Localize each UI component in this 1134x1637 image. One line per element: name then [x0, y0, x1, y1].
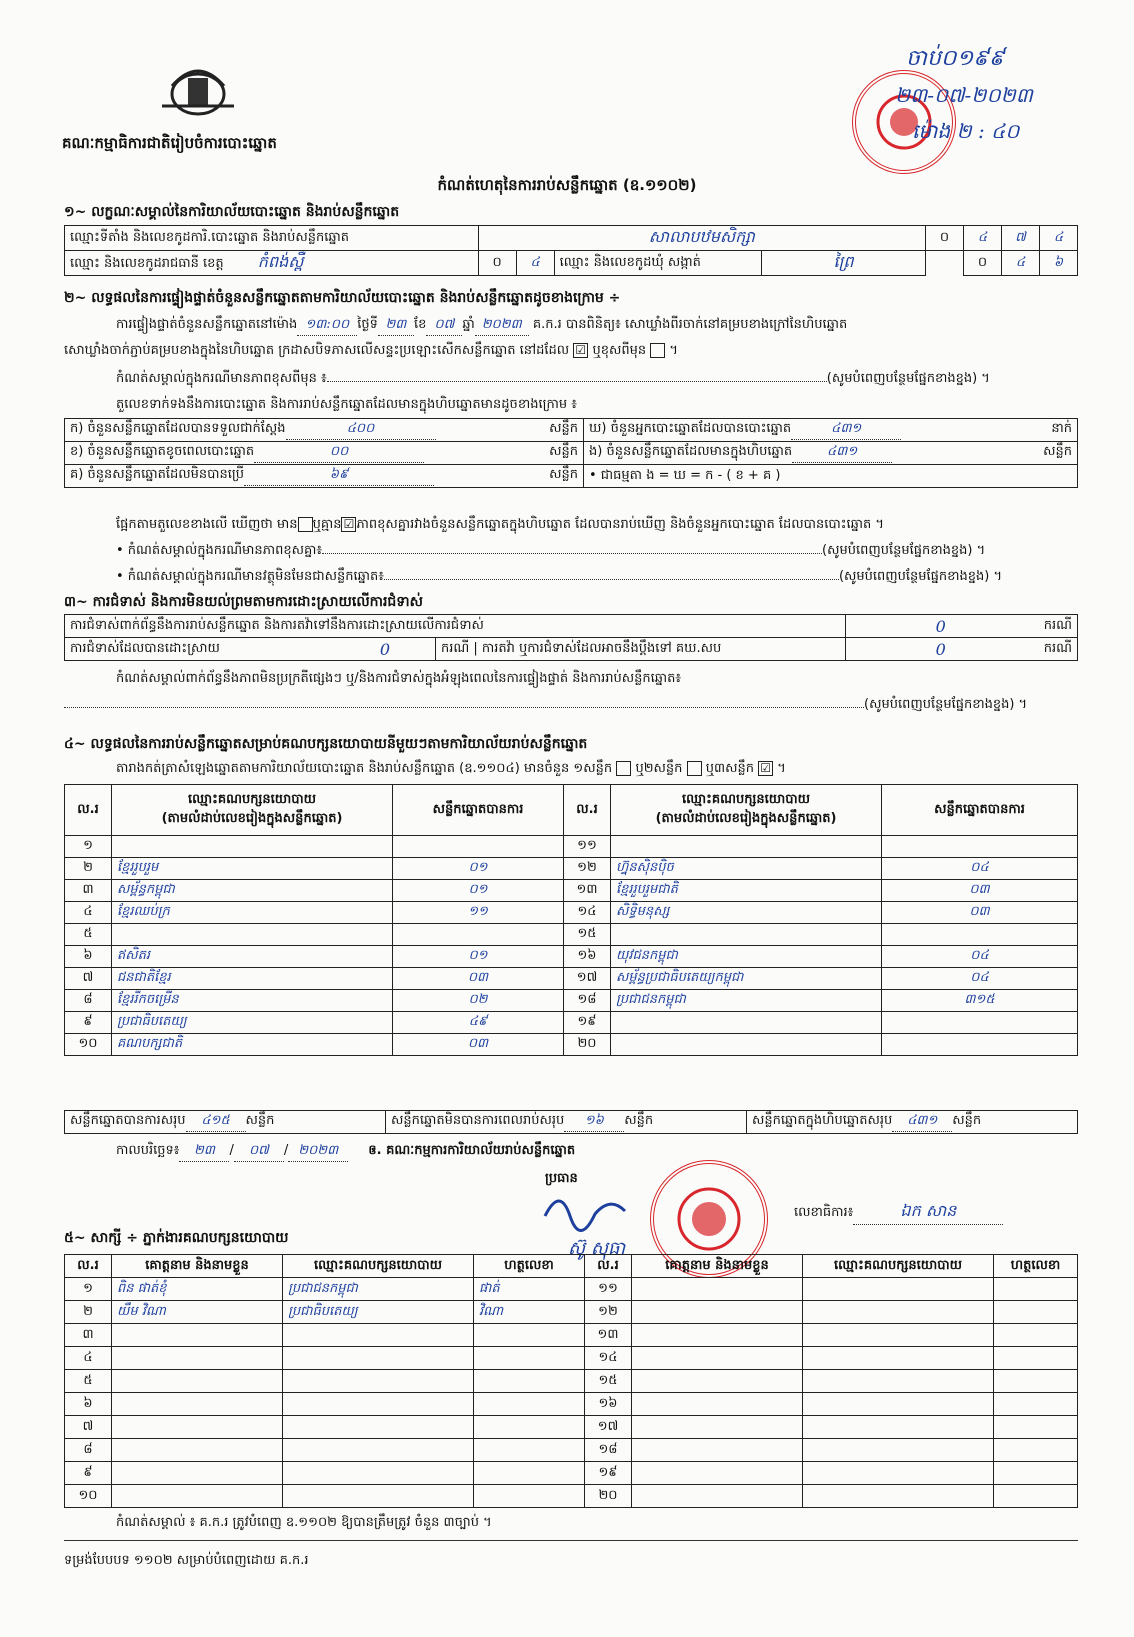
witness-signature: [994, 1416, 1078, 1439]
row-no: ១០: [65, 1485, 112, 1508]
party-votes: [882, 924, 1078, 946]
commune-code-3: ៦: [1039, 251, 1077, 276]
row-no: ២: [65, 1301, 112, 1324]
table-row: [65, 836, 1078, 858]
table-row: [65, 1347, 1078, 1370]
witness-party: [283, 1416, 474, 1439]
witness-signature: [994, 1301, 1078, 1324]
station-code-4: ៤: [1039, 226, 1077, 251]
stamp-number: ចាប់០១៩៩: [906, 46, 1005, 71]
one-sheet-checkbox[interactable]: [616, 761, 631, 776]
table-row: [65, 1416, 1078, 1439]
table-row: [65, 1439, 1078, 1462]
witness-party: [803, 1301, 994, 1324]
row-no: ១០: [65, 1034, 112, 1056]
province-label: ឈ្មោះ និងលេខកូដរាជធានី ខេត្ត កំពង់ស្ពឺ: [65, 251, 479, 276]
row-no: ១៥: [585, 1370, 632, 1393]
party-votes: ០៣: [393, 1034, 564, 1056]
witness-signature: [994, 1439, 1078, 1462]
row-no: ៦: [65, 946, 112, 968]
table-row: [65, 858, 1078, 880]
col-votes-right: សន្លឹកឆ្នោតបានការ: [882, 785, 1078, 836]
figure-ngo: ង) ចំនួនសន្លឹកឆ្នោតដែលមានក្នុងហិបឆ្នោត ៤៣១ សន្លឹក: [584, 442, 1078, 465]
witness-signature: [994, 1462, 1078, 1485]
witness-name: [112, 1347, 283, 1370]
row-no: ៤: [65, 1347, 112, 1370]
witness-party: [283, 1462, 474, 1485]
verify-month: ០៧: [426, 316, 462, 336]
row-no: ៩: [65, 1462, 112, 1485]
col-party-left: ឈ្មោះគណបក្សនយោបាយ (តាមលំដាប់លេខរៀងក្នុងសន្លឹកឆ្នោត): [112, 785, 393, 836]
station-label: ឈ្មោះទីតាំង និងលេខកូដការិ.បោះឆ្នោត និងរាប់សន្លឹកឆ្នោត: [65, 226, 479, 251]
witness-name: យឹម វិណា: [112, 1301, 283, 1324]
row-no: ៦: [65, 1393, 112, 1416]
station-code-2: ៤: [963, 226, 1001, 251]
table-row: [65, 1012, 1078, 1034]
row-no: ១៩: [585, 1462, 632, 1485]
col-no-right: ល.រ: [564, 785, 611, 836]
stamp-date: ២៣-០៧-២០២៣: [895, 83, 1033, 107]
party-votes: [882, 836, 1078, 858]
witness-name: [632, 1439, 803, 1462]
witness-name: [632, 1324, 803, 1347]
witness-name: [632, 1301, 803, 1324]
w-col-party-r: ឈ្មោះគណបក្សនយោបាយ: [803, 1255, 994, 1278]
party-name: ប្រជាជនកម្ពុជា: [611, 990, 882, 1012]
verify-year: ២០២៣: [475, 316, 529, 336]
seal-emblem-icon: [674, 1184, 744, 1254]
row-no: ៨: [65, 990, 112, 1012]
witness-name: [112, 1370, 283, 1393]
party-name: គណបក្សជាតិ: [112, 1034, 393, 1056]
commune-code-2: ៤: [1001, 251, 1039, 276]
table-row: [65, 924, 1078, 946]
witness-party: [803, 1370, 994, 1393]
ballot-figures-table: [64, 418, 1078, 488]
chair-name: ស៊ូ សុធា: [568, 1238, 626, 1259]
figure-kha: ខ) ចំនួនសន្លឹកឆ្នោតខូចពេលបោះឆ្នោត ០០ សន្លឹក: [65, 442, 584, 465]
witness-signature: ផាត់: [474, 1278, 585, 1301]
party-votes: ០១: [393, 946, 564, 968]
party-votes: ០១: [393, 880, 564, 902]
witness-name: [632, 1416, 803, 1439]
witness-signature: [474, 1370, 585, 1393]
row-no: ១១: [585, 1278, 632, 1301]
row-no: ១៣: [564, 880, 611, 902]
row-no: ៥: [65, 924, 112, 946]
witness-party: [803, 1485, 994, 1508]
row-no: ១: [65, 836, 112, 858]
table-row: [65, 1393, 1078, 1416]
objection-label: ការជំទាស់ពាក់ព័ន្ធនឹងការរាប់សន្លឹកឆ្នោត និងការតវ៉ាទៅនឹងការដោះស្រាយលើការជំទាស់: [65, 615, 846, 638]
row-no: ១៤: [585, 1347, 632, 1370]
row-no: ១៥: [564, 924, 611, 946]
totals-table: [64, 1110, 1078, 1134]
sheets-line: តារាងកត់ត្រាសំឡេងឆ្នោតតាមការិយាល័យបោះឆ្នោត និងរាប់សន្លឹកឆ្នោត (ឧ.១១០៤) មានចំនួន ១សន្លឹក ឬ២សន្លឹក ឬ៣សន្លឹក ☑ ។: [116, 761, 786, 776]
party-name: សិទ្ធិមនុស្ស: [611, 902, 882, 924]
witness-party: ប្រជាធិបតេយ្យ: [283, 1301, 474, 1324]
resolved-count: 0: [335, 638, 436, 661]
section-1-heading: ១~ លក្ខណៈសម្គាល់នៃការិយាល័យបោះឆ្នោត និងរាប់សន្លឹកឆ្នោត: [64, 204, 400, 220]
witness-name: [632, 1393, 803, 1416]
row-no: ១៧: [585, 1416, 632, 1439]
witness-signature: [474, 1416, 585, 1439]
witness-party: [283, 1393, 474, 1416]
witness-name: [112, 1416, 283, 1439]
box-total: សន្លឹកឆ្នោតក្នុងហិបឆ្នោតសរុប ៤៣១ សន្លឹក: [747, 1111, 1078, 1134]
witness-signature: [994, 1393, 1078, 1416]
commune-name: ព្រៃ: [762, 251, 926, 276]
witness-signature: [994, 1324, 1078, 1347]
witness-party: [283, 1324, 474, 1347]
page-title: កំណត់ហេតុនៃការរាប់សន្លឹកឆ្នោត (ឧ.១១០២): [437, 176, 697, 194]
station-code-3: ៧: [1001, 226, 1039, 251]
w-col-no-r: ល.រ: [585, 1255, 632, 1278]
w-col-no: ល.រ: [65, 1255, 112, 1278]
table-row: [65, 946, 1078, 968]
witness-party: [803, 1462, 994, 1485]
witness-name: [632, 1462, 803, 1485]
table-row: [65, 1301, 1078, 1324]
irregularity-note: កំណត់សម្គាល់ពាក់ព័ន្ធនឹងភាពមិនប្រក្រតីផ្សេងៗ ឬ/និងការជំទាស់ក្នុងអំឡុងពេលនៃការផ្ទៀងផ្ទាត់ និងការរាប់សន្លឹកឆ្នោត៖: [116, 671, 682, 686]
discrepancy-line: ផ្អែកតាមតួលេខខាងលើ ឃើញថា មាន ឬគ្មាន ☑ ភាពខុសគ្នារវាងចំនួនសន្លឹកឆ្នោតក្នុងហិបឆ្នោត ដែលបានរាប់ឃើញ និងចំនួនអ្នកបោះឆ្នោត ដែលបានបោះឆ្នោត ។: [116, 517, 884, 532]
table-row: [65, 990, 1078, 1012]
row-no: ៤: [65, 902, 112, 924]
seal-condition-line: សោឃ្លាំងចាក់ភ្ជាប់គម្របខាងក្នុងនៃហិបឆ្នោត ក្រដាសបិទភាសលើសន្ទះប្រឡោះសើកសន្លឹកឆ្នោត នៅដដែល ☑ ឬខុសពីមុន ។: [64, 343, 678, 358]
col-party-right: ឈ្មោះគណបក្សនយោបាយ (តាមលំដាប់លេខរៀងក្នុងសន្លឹកឆ្នោត): [611, 785, 882, 836]
row-no: ១៦: [585, 1393, 632, 1416]
irregularity-note-line: (សូមបំពេញបន្ថែមផ្នែកខាងខ្នង) ។: [64, 696, 1027, 715]
party-votes-table: [64, 784, 1078, 1056]
row-no: ១១: [564, 836, 611, 858]
resolved-label: ការជំទាស់ដែលបានដោះស្រាយ: [65, 638, 336, 661]
nec-emblem-logo: [158, 56, 238, 122]
party-votes: ១១: [393, 902, 564, 924]
final-note: កំណត់សម្គាល់ ៖ គ.ក.រ ត្រូវបំពេញ ឧ.១១០២ ឱ្យបានត្រឹមត្រូវ ចំនួន ៣ច្បាប់ ។: [116, 1515, 492, 1530]
table-row: [65, 968, 1078, 990]
party-name: [611, 924, 882, 946]
table-row: [65, 880, 1078, 902]
witness-name: [632, 1370, 803, 1393]
witness-signature: [474, 1462, 585, 1485]
row-no: ៨: [65, 1439, 112, 1462]
party-votes: ៤៩: [393, 1012, 564, 1034]
party-name: ជនជាតិខ្មែរ: [112, 968, 393, 990]
changed-checkbox[interactable]: [650, 343, 665, 358]
col-no-left: ល.រ: [65, 785, 112, 836]
witness-name: [112, 1485, 283, 1508]
w-col-name-r: គោត្តនាម និងនាមខ្លួន: [632, 1255, 803, 1278]
station-info-table: [64, 225, 1078, 276]
province-code-2: ៤: [516, 251, 554, 276]
witness-signature: [474, 1324, 585, 1347]
section-5-heading: ៥~ សាក្សី ÷ ភ្នាក់ងារគណបក្សនយោបាយ: [64, 1230, 289, 1246]
report-date-line: កាលបរិច្ឆេទ៖ ២៣ / ០៧ / ២០២៣ ឲ. គណៈកម្មការការិយាល័យរាប់សន្លឹកឆ្នោត: [116, 1142, 575, 1162]
row-no: ៧: [65, 968, 112, 990]
party-votes: ០៣: [882, 880, 1078, 902]
verify-day: ២៣: [378, 316, 414, 336]
commune-code-1: ០: [963, 251, 1001, 276]
party-votes: ០៤: [882, 946, 1078, 968]
witness-name: [112, 1439, 283, 1462]
row-no: ៩: [65, 1012, 112, 1034]
party-votes: ០៤: [882, 968, 1078, 990]
chair-signature: [540, 1186, 630, 1236]
appeal-count: 0: [845, 638, 1036, 661]
witness-party: [283, 1439, 474, 1462]
witness-table: [64, 1254, 1078, 1508]
row-no: ១២: [564, 858, 611, 880]
commune-label: ឈ្មោះ និងលេខកូដឃុំ សង្កាត់: [554, 251, 761, 276]
witness-party: [283, 1485, 474, 1508]
verification-line: ការផ្ទៀងផ្ទាត់ចំនួនសន្លឹកឆ្នោតនៅម៉ោង ១៣:០០ ថ្ងៃទី ២៣ ខែ ០៧ ឆ្នាំ ២០២៣ គ.ក.រ បានពិនិត្យ៖ សោឃ្លាំងពីរចាក់នៅគម្របខាងក្រៅនៃហិបឆ្នោត: [116, 316, 847, 336]
witness-signature: [474, 1393, 585, 1416]
w-col-sign: ហត្ថលេខា: [474, 1255, 585, 1278]
row-no: ១៨: [585, 1439, 632, 1462]
chair-label: ប្រធាន: [545, 1171, 578, 1186]
row-no: ១៦: [564, 946, 611, 968]
row-no: ៥: [65, 1370, 112, 1393]
party-votes: [882, 1012, 1078, 1034]
party-votes: ៣១៥: [882, 990, 1078, 1012]
witness-party: [803, 1393, 994, 1416]
witness-party: [283, 1370, 474, 1393]
witness-signature: [994, 1485, 1078, 1508]
station-name: សាលាបឋមសិក្សា: [478, 226, 925, 251]
row-no: ១៤: [564, 902, 611, 924]
party-name: ប្រជាធិបតេយ្យ: [112, 1012, 393, 1034]
party-votes: ០១: [393, 858, 564, 880]
figure-gho: ឃ) ចំនួនអ្នកបោះឆ្នោតដែលបានបោះឆ្នោត ៤៣១ នាក់: [584, 419, 1078, 442]
section-3-heading: ៣~ ការជំទាស់ និងការមិនយល់ព្រមតាមការដោះស្រាយលើការជំទាស់: [64, 594, 423, 610]
objections-table: ការជំទាស់ពាក់ព័ន្ធនឹងការរាប់សន្លឹកឆ្នោត និងការតវ៉ាទៅនឹងការដោះស្រាយលើការជំទាស់ 0 ករណី ការជំទាស់ដែលបានដោះស្រាយ 0 ករណី | ការតវ៉ា ឬការជំទាស់ដែលអាចនឹងប្តឹងទៅ គឃ.សប 0 ករណី: [64, 614, 1078, 661]
party-name: ខ្មែររួបរួមជាតិ: [611, 880, 882, 902]
three-sheet-checkbox[interactable]: ☑: [758, 761, 773, 776]
party-name: ឥសិតរ: [112, 946, 393, 968]
witness-signature: [474, 1439, 585, 1462]
witness-signature: វិណា: [474, 1301, 585, 1324]
table-row: [65, 1462, 1078, 1485]
row-no: ១៨: [564, 990, 611, 1012]
witness-party: [803, 1347, 994, 1370]
row-no: ១២: [585, 1301, 632, 1324]
objection-count: 0: [845, 615, 1036, 638]
party-votes: ០៣: [393, 968, 564, 990]
witness-party: [283, 1347, 474, 1370]
valid-total: សន្លឹកឆ្នោតបានការសរុប ៤១៥ សន្លឹក: [65, 1111, 386, 1134]
party-votes: ០២: [393, 990, 564, 1012]
row-no: ១៧: [564, 968, 611, 990]
appeal-label: ករណី | ការតវ៉ា ឬការជំទាស់ដែលអាចនឹងប្តឹងទៅ គឃ.សប: [436, 638, 846, 661]
witness-name: ពិន ផាត់ខុំ: [112, 1278, 283, 1301]
w-col-sign-r: ហត្ថលេខា: [994, 1255, 1078, 1278]
secretary-line: លេខាធិការ៖ ឯក សាន: [794, 1200, 1003, 1225]
w-col-party: ឈ្មោះគណបក្សនយោបាយ: [283, 1255, 474, 1278]
party-name: ហ្វ៊ុនស៊ិនប៉ិច: [611, 858, 882, 880]
discrepancy-yes-checkbox[interactable]: [298, 517, 313, 532]
party-name: សម្ព័ន្ធកម្ពុជា: [112, 880, 393, 902]
row-no: ២: [65, 858, 112, 880]
witness-party: [803, 1439, 994, 1462]
party-name: [611, 836, 882, 858]
table-row: [65, 1370, 1078, 1393]
party-name: ខ្មែរឈប់ក្រ: [112, 902, 393, 924]
figure-ko: គ) ចំនួនសន្លឹកឆ្នោតដែលមិនបានប្រើ ៦៩ សន្លឹក: [65, 465, 584, 488]
station-code-1: ០: [925, 226, 963, 251]
organization-name: គណៈកម្មាធិការជាតិរៀបចំការបោះឆ្នោត: [62, 134, 277, 152]
unchanged-checkbox[interactable]: ☑: [573, 343, 588, 358]
province-code-1: ០: [478, 251, 516, 276]
w-col-name: គោត្តនាម និងនាមខ្លួន: [112, 1255, 283, 1278]
party-votes: [882, 1034, 1078, 1056]
witness-party: [803, 1278, 994, 1301]
discrepancy-no-checkbox[interactable]: ☑: [341, 517, 356, 532]
party-votes: ០៤: [882, 858, 1078, 880]
party-votes: [393, 924, 564, 946]
witness-name: [632, 1485, 803, 1508]
party-name: ខ្មែររួបរួម: [112, 858, 393, 880]
witness-name: [112, 1324, 283, 1347]
party-votes: ០៣: [882, 902, 1078, 924]
row-no: ២០: [564, 1034, 611, 1056]
row-no: ៣: [65, 880, 112, 902]
figures-intro: តួលេខទាក់ទងនឹងការបោះឆ្នោត និងការរាប់សន្លឹកឆ្នោតដែលមានក្នុងហិបឆ្នោតមានដូចខាងក្រោម ៖: [116, 397, 577, 412]
col-votes-left: សន្លឹកឆ្នោតបានការ: [393, 785, 564, 836]
witness-party: ប្រជាជនកម្ពុជា: [283, 1278, 474, 1301]
party-name: [611, 1034, 882, 1056]
party-name: [611, 1012, 882, 1034]
table-row: [65, 1485, 1078, 1508]
party-votes: [393, 836, 564, 858]
two-sheet-checkbox[interactable]: [687, 761, 702, 776]
witness-signature: [994, 1278, 1078, 1301]
figure-formula: • ជាធម្មតា ង = ឃ = ក - ( ខ + គ ): [584, 465, 1078, 488]
form-footer: ទម្រង់បែបបទ ១១០២ សម្រាប់បំពេញដោយ គ.ក.រ: [64, 1553, 309, 1568]
row-no: ១: [65, 1278, 112, 1301]
secretary-name: ឯក សាន: [853, 1200, 1003, 1225]
diff-note: • កំណត់សម្គាល់ក្នុងករណីមានភាពខុសគ្នា៖ (សូមបំពេញបន្ថែមផ្នែកខាងខ្នង) ។: [116, 543, 986, 558]
witness-signature: [994, 1370, 1078, 1393]
party-name: សម្ព័ន្ធប្រជាធិបតេយ្យកម្ពុជា: [611, 968, 882, 990]
section-2-heading: ២~ លទ្ធផលនៃការផ្ទៀងផ្ទាត់ចំនួនសន្លឹកឆ្នោតតាមការិយាល័យបោះឆ្នោត និងរាប់សន្លឹកឆ្នោតដូចខាងក្រោម ÷: [64, 290, 621, 306]
table-row: [65, 1278, 1078, 1301]
row-no: ១៩: [564, 1012, 611, 1034]
row-no: ៧: [65, 1416, 112, 1439]
invalid-total: សន្លឹកឆ្នោតមិនបានការពេលរាប់សរុប ១៦ សន្លឹក: [386, 1111, 747, 1134]
section-4-heading: ៤~ លទ្ធផលនៃការរាប់សន្លឹកឆ្នោតសម្រាប់គណបក្សនយោបាយនីមួយៗតាមការិយាល័យរាប់សន្លឹកឆ្នោត: [64, 736, 588, 752]
footer-divider: [64, 1540, 1078, 1541]
party-name: ខ្មែររីកចម្រើន: [112, 990, 393, 1012]
witness-name: [632, 1278, 803, 1301]
party-name: យុវជនកម្ពុជា: [611, 946, 882, 968]
party-name: [112, 924, 393, 946]
party-name: [112, 836, 393, 858]
table-row: [65, 902, 1078, 924]
witness-signature: [474, 1485, 585, 1508]
witness-name: [112, 1393, 283, 1416]
verify-time: ១៣:០០: [297, 316, 357, 336]
difference-note-line: កំណត់សម្គាល់ក្នុងករណីមានភាពខុសពីមុន ៖ (សូមបំពេញបន្ថែមផ្នែកខាងខ្នង) ។: [116, 371, 990, 386]
row-no: ២០: [585, 1485, 632, 1508]
witness-name: [632, 1347, 803, 1370]
witness-party: [803, 1324, 994, 1347]
row-no: ១៣: [585, 1324, 632, 1347]
witness-party: [803, 1416, 994, 1439]
row-no: ៣: [65, 1324, 112, 1347]
witness-name: [112, 1462, 283, 1485]
witness-signature: [474, 1347, 585, 1370]
stamp-time: ម៉ោង ២ : ៤០: [912, 119, 1020, 143]
province-name: កំពង់ស្ពឺ: [257, 252, 304, 271]
foreign-object-note: • កំណត់សម្គាល់ក្នុងករណីមានវត្ថុមិនមែនជាសន្លឹកឆ្នោត៖ (សូមបំពេញបន្ថែមផ្នែកខាងខ្នង) ។: [116, 569, 1003, 584]
table-row: [65, 1324, 1078, 1347]
table-row: [65, 1034, 1078, 1056]
witness-signature: [994, 1347, 1078, 1370]
figure-ka: ក) ចំនួនសន្លឹកឆ្នោតដែលបានទទួលជាក់ស្តែង ៤០០ សន្លឹក: [65, 419, 584, 442]
